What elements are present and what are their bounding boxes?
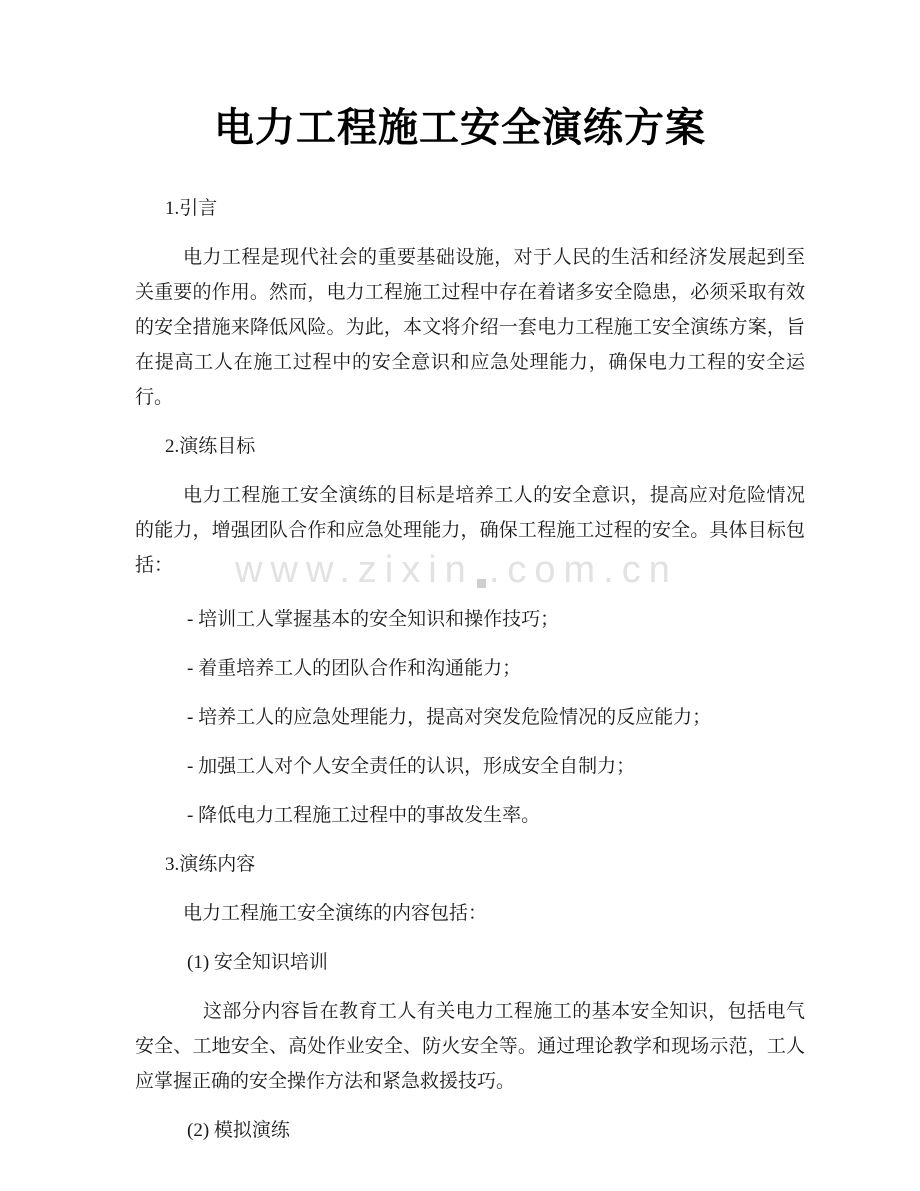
section-heading-drill-content: 3.演练内容 bbox=[165, 854, 256, 875]
watermark-text-prefix: www.zixin bbox=[235, 549, 474, 591]
paragraph-safety-knowledge-training: 这部分内容旨在教育工人有关电力工程施工的基本安全知识，包括电气安全、工地安全、高处作业安全、防火安全等。通过理论教学和现场示范，工人应掌握正确的安全操作方法和紧急救援技巧。 bbox=[135, 1001, 805, 1092]
section-heading-drill-goals: 2.演练目标 bbox=[165, 436, 256, 457]
section-heading-introduction: 1.引言 bbox=[165, 198, 218, 219]
paragraph-introduction: 电力工程是现代社会的重要基础设施，对于人民的生活和经济发展起到至关重要的作用。然而，电力工程施工过程中存在着诸多安全隐患，必须采取有效的安全措施来降低风险。为此，本文将介绍一套电力工程施工安全演练方案，旨在提高工人在施工过程中的安全意识和应急处理能力，确保电力工程的安全运行。 bbox=[135, 247, 805, 408]
goal-bullet-item: - 加强工人对个人安全责任的认识，形成安全自制力； bbox=[187, 756, 636, 777]
goal-bullet-item: - 降低电力工程施工过程中的事故发生率。 bbox=[187, 805, 541, 826]
document-title: 电力工程施工安全演练方案 bbox=[214, 106, 706, 150]
goal-bullet-item: - 培训工人掌握基本的安全知识和操作技巧； bbox=[187, 609, 560, 630]
goal-bullet-item: - 培养工人的应急处理能力，提高对突发危险情况的反应能力； bbox=[187, 707, 712, 728]
paragraph-drill-content-lead: 电力工程施工安全演练的内容包括： bbox=[183, 903, 488, 924]
paragraph-drill-goals: 电力工程施工安全演练的目标是培养工人的安全意识，提高应对危险情况的能力，增强团队合作和应急处理能力，确保工程施工过程的安全。具体目标包括： bbox=[135, 485, 805, 576]
watermark-text-suffix: .com.cn bbox=[488, 549, 678, 591]
goal-bullet-item: - 着重培养工人的团队合作和沟通能力； bbox=[187, 658, 522, 679]
subitem-safety-knowledge-training: (1) 安全知识培训 bbox=[187, 952, 328, 973]
subitem-simulation-drill: (2) 模拟演练 bbox=[187, 1120, 290, 1141]
